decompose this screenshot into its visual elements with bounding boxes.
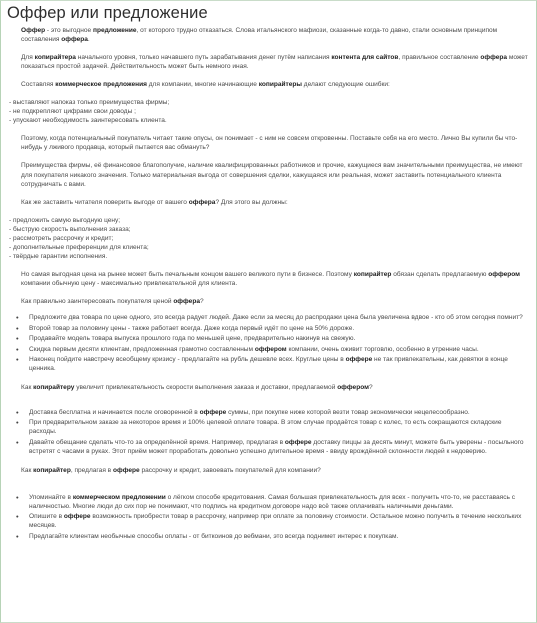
bold-keyword: оффером	[254, 345, 287, 353]
list-item	[9, 334, 530, 343]
bold-keyword: копирайтера	[34, 54, 76, 62]
bold-keyword: оффере	[284, 439, 312, 446]
text-run: , правильное составление	[398, 54, 481, 62]
paragraph-benefits: Преимущества фирмы, её финансовое благополучие, наличие квалифицированных работников и прочие, кажущиеся вам значительными преимущества, не имеют для покупателя никакого значения. Только материальная выгода от совершения сделки, кажущаяся или реальная, может заставить потенциального клиента сотрудничать с вами.	[21, 162, 523, 188]
bold-keyword: Оффер	[21, 27, 46, 34]
speed-tips-list	[9, 408, 530, 456]
bold-keyword: копирайтер	[353, 270, 392, 278]
bold-keyword: оффера	[173, 297, 200, 305]
bold-keyword: оффера	[480, 54, 508, 62]
text-run: компании, очень оживит торговлю, особенно в утренние часы.	[286, 345, 479, 353]
bold-keyword: копирайтеру	[33, 383, 75, 391]
bold-keyword: оффере	[63, 513, 91, 521]
paragraph-errors-intro	[9, 80, 530, 89]
question-speed	[9, 383, 530, 392]
text-run: Но самая выгодная цена на рынке может быть печальным концом вашего великого пути в бизнесе. Поэтому	[21, 270, 354, 278]
text-run: не так привлекательны, как девятки в конце ценника.	[29, 356, 508, 373]
text-run: Продавайте модель товара выпуска прошлого года по меньшей цене, предварительно накинув на свежую.	[29, 335, 356, 343]
text-run: Второй товар за половину цены - также работает всегда. Даже когда первый идёт по цене на 50% дороже.	[29, 324, 355, 332]
list-line: - не подкрепляют цифрами свои доводы ;	[9, 108, 136, 116]
bold-keyword: оффером	[488, 270, 521, 278]
bold-keyword: копирайтер	[33, 466, 71, 474]
question-credit	[9, 466, 530, 475]
list-item	[9, 512, 530, 530]
text-run: о лёгком способе кредитования. Самая большая привлекательность для всех - получить что-то, не расставаясь с наличностью. Многие люди до сих пор не понимают, что подпись на кредитном договоре надо всё также оплачивать наличными деньгами.	[29, 493, 516, 510]
paragraph-buyer: Поэтому, когда потенциальный покупатель читает такие опусы, он понимает - с ним не совсем откровенны. Поставьте себя на его место. Лично Вы купили бы что-нибудь у лживого продавца, который пытается вас обмануть?	[21, 135, 518, 152]
list-item	[9, 345, 530, 354]
bold-keyword: оффера	[61, 36, 88, 44]
text-run: делают следующие ошибки:	[301, 81, 390, 89]
article-body	[9, 26, 530, 542]
text-run: , от которого трудно отказаться. Слова итальянского мафиози, сказанные когда-то давно, стали основным принципом составления	[21, 27, 498, 44]
bold-keyword: оффере	[345, 356, 373, 364]
list-item	[9, 438, 530, 456]
bold-keyword: контента для сайтов	[331, 54, 399, 62]
paragraph-price	[9, 270, 530, 288]
text-run: Предлагайте клиентам необычные способы оплаты - от биткоинов до вебмани, это всегда поднимет интерес к покупкам.	[29, 532, 399, 540]
text-run: ?	[368, 383, 373, 391]
text-run: рассрочку и кредит, завоевать покупателей для компании?	[139, 466, 321, 474]
text-run: может показаться простой задачей. Действительность может быть немного иная.	[21, 54, 528, 71]
list-item	[9, 532, 530, 541]
price-tips-list	[9, 313, 530, 373]
text-run: ? Для этого вы должны:	[215, 198, 288, 206]
text-run: Опишите в	[29, 513, 64, 521]
text-run: Для	[21, 54, 35, 62]
list-item	[9, 408, 530, 417]
bold-keyword: коммерческое предложения	[55, 81, 147, 89]
text-run: увеличит привлекательность скорости выполнения заказа и доставки, предлагаемой	[74, 383, 338, 391]
text-run: Составляя	[21, 81, 56, 89]
list-line: - предложить самую выгодную цену;	[9, 216, 121, 224]
list-item	[9, 493, 530, 511]
bold-keyword: предложение	[92, 27, 137, 34]
credit-tips-list	[9, 493, 530, 541]
text-run: Давайте обещание сделать что-то за определённой время. Например, предлагая в	[29, 439, 285, 446]
text-run: Как же заставить читателя поверить выгоде от вашего	[21, 198, 189, 206]
text-run: При предварительном заказе за некоторое время и 100% целевой оплате товара. В этом случае продаётся товар с колес, то есть сокращаются складские расходы.	[29, 419, 502, 436]
list-line: - выставляют напоказ только преимущества фирмы;	[9, 99, 170, 107]
text-run: возможность приобрести товар в рассрочку, например при оплате за половину стоимости. Остальное можно получить в течение нескольких месяцев.	[29, 513, 522, 530]
text-run: доставку пиццы за десять минут, можете быть уверены - посыльного встретят с часами в руках. Этот приём может проработать довольно успешно длительное время - ввиду врождённой склонности людей к недоверию.	[29, 439, 524, 456]
bold-keyword: оффере	[112, 466, 140, 474]
list-line: - упускают необходимость заинтересовать клиента.	[9, 117, 167, 125]
bold-keyword: оффером	[337, 383, 369, 391]
paragraph-how-to-convince	[9, 198, 530, 207]
list-line: - быструю скорость выполнения заказа;	[9, 225, 131, 233]
bold-keyword: коммерческом предложении	[72, 493, 166, 501]
text-run: Наконец пойдите навстречу всеобщему кризису - предлагайте на рубль дешевле всех. Круглые цены в	[29, 356, 346, 364]
text-run: Как правильно заинтересовать покупателя ценой	[21, 297, 174, 305]
bold-keyword: оффере	[199, 408, 227, 416]
text-run: Как	[21, 466, 34, 474]
musts-list	[9, 216, 530, 261]
list-line: - рассмотреть рассрочку и кредит;	[9, 234, 114, 242]
text-run: Как	[21, 383, 34, 391]
paragraph-intro	[9, 26, 530, 44]
text-run: , предлагая в	[70, 466, 113, 474]
list-line: - твёрдые гарантии исполнения.	[9, 252, 108, 260]
errors-list	[9, 98, 530, 125]
question-price	[9, 297, 530, 306]
text-run: Доставка бесплатна и начинается после оговоренной в	[29, 408, 200, 416]
text-run: - это выгодное	[45, 27, 93, 34]
list-item	[9, 418, 530, 436]
paragraph-copywriter	[9, 53, 530, 71]
bold-keyword: оффера	[188, 198, 216, 206]
text-run: Скидка первым десяти клиентам, предложенная грамотно составленным	[29, 345, 255, 353]
list-item	[9, 324, 530, 333]
list-item	[9, 355, 530, 373]
text-run: .	[87, 36, 90, 44]
bold-keyword: копирайтеры	[258, 81, 302, 89]
text-run: Упоминайте в	[29, 493, 73, 501]
text-run: Предложите два товара по цене одного, это всегда радует людей. Даже если за месяц до распродажи цена была увеличена вдвое - кто об этом сегодня помнит?	[29, 314, 523, 322]
text-run: суммы, при покупке ниже которой везти товар экономически нецелесообразно.	[226, 408, 470, 416]
text-run: ?	[199, 297, 204, 305]
text-run: для компании, многие начинающие	[146, 81, 259, 89]
list-line: - дополнительные преференции для клиента;	[9, 243, 149, 251]
text-run: начального уровня, только начавшего путь зарабатывания денег путём написания	[75, 54, 332, 62]
text-run: обязан сделать предлагаемую	[391, 270, 489, 278]
list-item	[9, 313, 530, 322]
page-title: Оффер или предложение	[7, 4, 208, 22]
text-run: компании обычную цену - максимально привлекательной для клиента.	[21, 279, 238, 287]
